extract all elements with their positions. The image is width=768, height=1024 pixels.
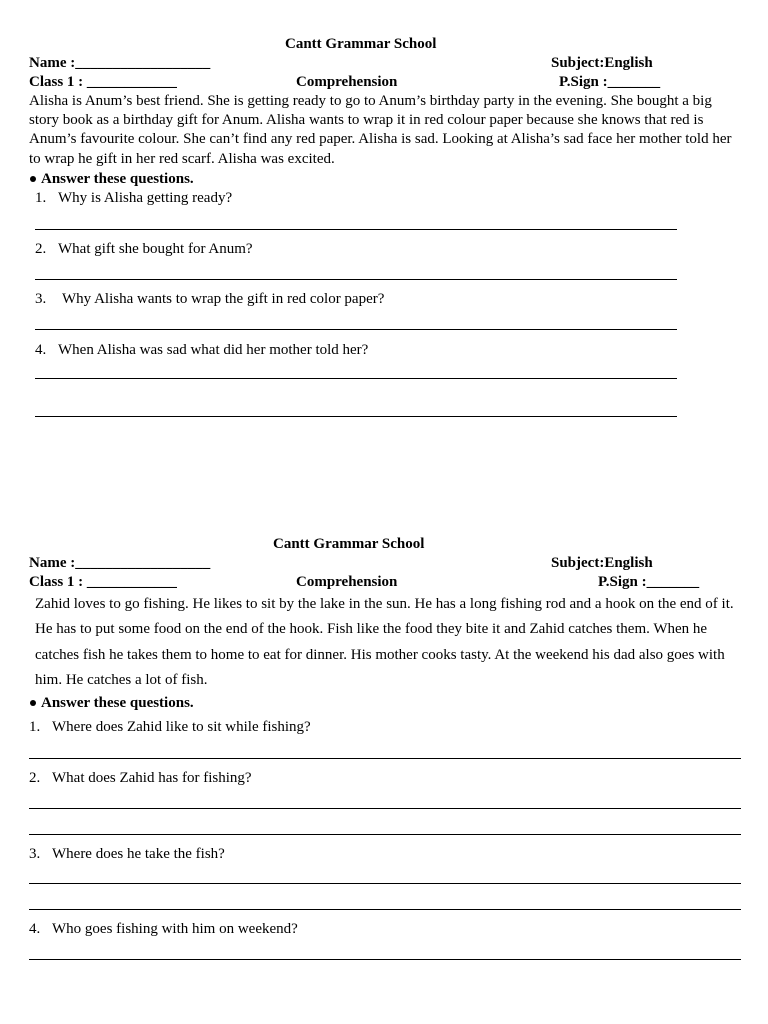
answer-line[interactable] [29, 834, 741, 835]
psign-field[interactable] [598, 573, 699, 592]
psign-blank: _______ [646, 574, 700, 590]
class-field[interactable] [29, 573, 177, 592]
question-number: 2. [35, 241, 47, 257]
class-label: Class 1 : [29, 74, 84, 90]
answer-line[interactable] [35, 279, 677, 280]
answer-line[interactable] [29, 808, 741, 809]
section-heading: Comprehension [296, 74, 398, 90]
question-text: Who goes fishing with him on weekend? [52, 921, 298, 937]
answer-line[interactable] [35, 229, 677, 230]
answer-line[interactable] [29, 909, 741, 910]
class-blank: ____________ [86, 74, 177, 90]
name-label: Name : [29, 555, 76, 571]
class-label: Class 1 : [29, 574, 84, 590]
answer-line[interactable] [29, 758, 741, 759]
psign-label: P.Sign : [559, 74, 608, 90]
question-text: What gift she bought for Anum? [58, 241, 253, 257]
class-field[interactable] [29, 73, 177, 92]
bullet-icon [30, 700, 36, 706]
question-number: 3. [35, 291, 47, 307]
question-text: Where does he take the fish? [52, 846, 225, 862]
section-heading: Comprehension [296, 574, 398, 590]
answer-line[interactable] [35, 329, 677, 330]
psign-field[interactable] [559, 73, 660, 92]
name-blank: __________________ [75, 55, 211, 71]
question-number: 1. [29, 719, 41, 735]
name-blank: __________________ [75, 555, 211, 571]
bullet-icon [30, 176, 36, 182]
name-label: Name : [29, 55, 76, 71]
class-blank: ____________ [86, 574, 177, 590]
instruction: Answer these questions. [41, 695, 194, 711]
subject-label: Subject:English [551, 555, 653, 571]
school-title: Cantt Grammar School [285, 36, 437, 52]
answer-line[interactable] [29, 959, 741, 960]
answer-line[interactable] [29, 883, 741, 884]
school-title: Cantt Grammar School [273, 536, 425, 552]
question-number: 4. [29, 921, 41, 937]
question-number: 2. [29, 770, 41, 786]
passage: Alisha is Anum’s best friend. She is getting ready to go to Anum’s birthday party in the evening. She bought a big story book as a birthday gift for Anum. Alisha wants to wrap it in red colour paper because she knows that red is Anum’s favourite colour. She can’t find any red paper. Alisha is sad. Looking at Alisha’s sad face her mother told her to wrap he gift in her red scarf. Alisha was excited. [29, 93, 732, 167]
question-number: 3. [29, 846, 41, 862]
psign-blank: _______ [607, 74, 661, 90]
answer-line[interactable] [35, 378, 677, 379]
answer-line[interactable] [35, 416, 677, 417]
question-text: When Alisha was sad what did her mother told her? [58, 342, 369, 358]
psign-label: P.Sign : [598, 574, 647, 590]
passage: Zahid loves to go fishing. He likes to sit by the lake in the sun. He has a long fishing rod and a hook on the end of it. He has to put some food on the end of the hook. Fish like the food they bite it and Zahid catches them. When he catches fish he takes them to home to eat for dinner. His mother cooks tasty. At the weekend his dad also goes with him. He catches a lot of fish. [35, 596, 734, 688]
instruction: Answer these questions. [41, 171, 194, 187]
question-text: Why Alisha wants to wrap the gift in red color paper? [62, 291, 385, 307]
question-number: 4. [35, 342, 47, 358]
question-text: What does Zahid has for fishing? [52, 770, 252, 786]
subject-label: Subject:English [551, 55, 653, 71]
question-text: Why is Alisha getting ready? [58, 190, 233, 206]
question-text: Where does Zahid like to sit while fishing? [52, 719, 311, 735]
name-field[interactable] [29, 554, 210, 573]
name-field[interactable] [29, 54, 210, 73]
question-number: 1. [35, 190, 47, 206]
